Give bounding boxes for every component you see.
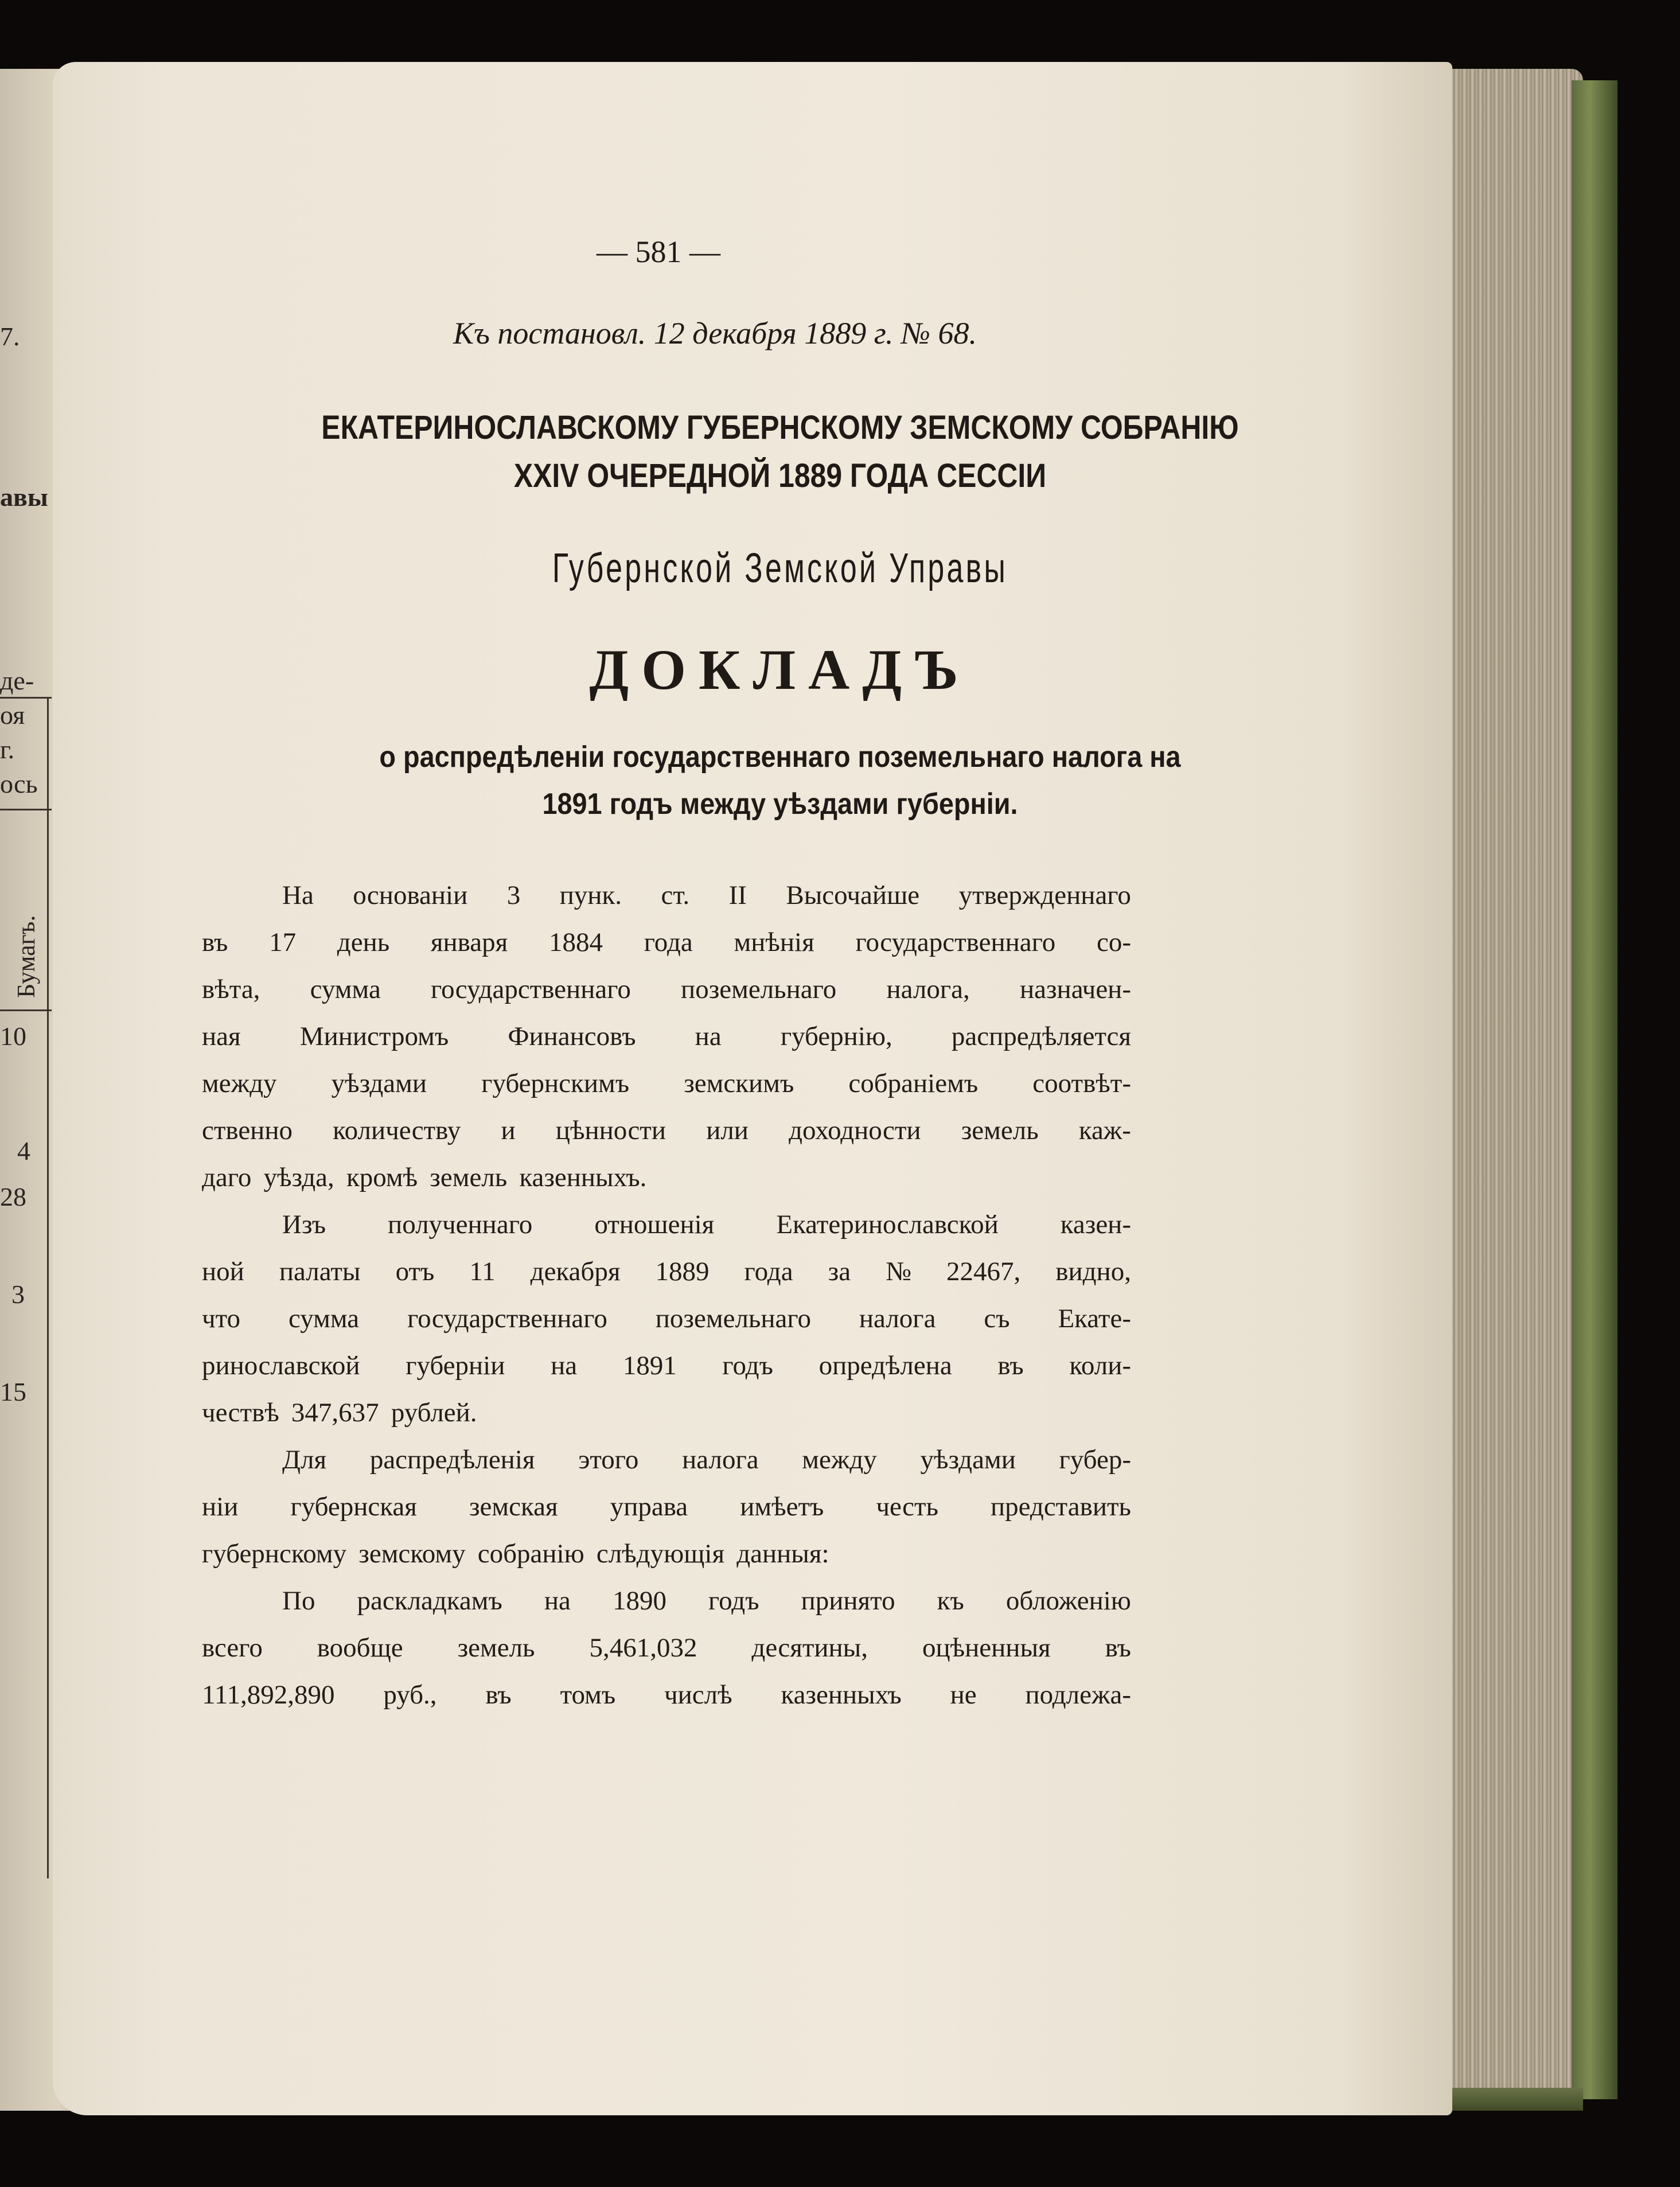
word: 3	[506, 880, 521, 910]
text-line	[202, 1060, 1131, 1107]
text-line	[202, 1248, 1131, 1295]
word: земель	[430, 1163, 508, 1192]
word: ственно	[202, 1116, 293, 1145]
left-page-number: 4	[17, 1136, 30, 1165]
word: пунк.	[559, 880, 622, 910]
word: доходности	[789, 1116, 921, 1145]
word: Екатеринославской	[776, 1210, 999, 1239]
word: томъ	[560, 1680, 616, 1710]
word: кромѣ	[346, 1163, 418, 1192]
word: губер-	[1059, 1445, 1131, 1475]
word: декабря	[530, 1257, 621, 1287]
word: что	[202, 1304, 241, 1334]
word: числѣ	[664, 1680, 732, 1710]
addressee-heading: ЕКАТЕРИНОСЛАВСКОМУ ГУБЕРНСКОМУ ЗЕМСКОМУ СОБРАНІЮ	[321, 409, 1239, 446]
word: отношенія	[594, 1210, 715, 1239]
word: имѣетъ	[740, 1492, 824, 1522]
word: въ	[1105, 1633, 1131, 1663]
word: Изъ	[282, 1210, 326, 1239]
text-line	[202, 1389, 1131, 1436]
left-page-fragment: авы	[0, 482, 48, 512]
text-line	[202, 1013, 1131, 1060]
word: распредѣляется	[951, 1022, 1131, 1051]
word: уѣздами	[920, 1445, 1016, 1475]
word: II	[728, 880, 747, 910]
word: Министромъ	[299, 1022, 449, 1051]
left-page-number: 10	[0, 1022, 26, 1051]
word: казенныхъ.	[519, 1163, 647, 1192]
word: руб.,	[383, 1680, 437, 1710]
left-page-number: 3	[11, 1280, 25, 1309]
text-line	[202, 1107, 1131, 1154]
word: количеству	[333, 1116, 461, 1145]
table-rule	[47, 697, 49, 1878]
word: губернскимъ	[481, 1069, 630, 1098]
word: государственнаго	[407, 1304, 607, 1334]
left-page-number: 15	[0, 1377, 26, 1406]
word: рублей.	[391, 1398, 477, 1428]
word: января	[430, 927, 508, 957]
text-line	[202, 1671, 1131, 1718]
word: назначен-	[1019, 974, 1131, 1004]
word: земскимъ	[684, 1069, 794, 1098]
word: налога,	[886, 974, 970, 1004]
word: губерніи	[406, 1351, 505, 1381]
word: коли-	[1069, 1351, 1131, 1381]
left-page-rotated-label: Бумагъ.	[12, 915, 40, 998]
word: ной	[202, 1257, 244, 1287]
page-number: — 581 —	[597, 235, 720, 269]
page-block-edges	[1445, 69, 1583, 2111]
word: налога	[859, 1304, 936, 1334]
word: утвержденнаго	[958, 880, 1131, 910]
word: ринославской	[202, 1351, 360, 1381]
word: къ	[937, 1586, 964, 1616]
table-rule	[0, 1009, 52, 1011]
word: поземельнаго	[655, 1304, 811, 1334]
resolution-reference: Къ постановл. 12 декабря 1889 г. № 68.	[453, 316, 977, 350]
word: казен-	[1060, 1210, 1131, 1239]
word: 5,461,032	[589, 1633, 697, 1663]
table-rule	[0, 809, 52, 810]
word: вообще	[317, 1633, 403, 1663]
word: отъ	[395, 1257, 435, 1287]
word: распредѣленія	[369, 1445, 535, 1475]
word: Финансовъ	[508, 1022, 636, 1051]
report-body	[202, 872, 1131, 1718]
book-cover-edge	[1572, 80, 1617, 2099]
word: или	[706, 1116, 749, 1145]
word: обложенію	[1005, 1586, 1131, 1616]
left-page-fragment: г.	[0, 735, 15, 764]
word: собранію	[477, 1539, 584, 1569]
word: между	[802, 1445, 877, 1475]
word: въ	[202, 927, 228, 957]
word: даго	[202, 1163, 252, 1192]
word: №	[886, 1257, 911, 1287]
word: 347,637	[291, 1398, 379, 1428]
word: вѣта,	[202, 974, 260, 1004]
word: 1890	[612, 1586, 666, 1616]
text-line	[202, 966, 1131, 1013]
word: мнѣнія	[734, 927, 814, 957]
word: Екате-	[1058, 1304, 1131, 1334]
word: палаты	[279, 1257, 361, 1287]
word: земскому	[358, 1539, 466, 1569]
word: ст.	[661, 880, 690, 910]
text-line	[202, 1295, 1131, 1342]
word: земель	[961, 1116, 1039, 1145]
text-line	[202, 919, 1131, 966]
word: каж-	[1078, 1116, 1131, 1145]
word: цѣнности	[555, 1116, 666, 1145]
word: въ	[485, 1680, 512, 1710]
word: чествѣ	[202, 1398, 279, 1428]
text-line	[202, 1342, 1131, 1389]
word: губернская	[290, 1492, 417, 1522]
word: за	[828, 1257, 851, 1287]
word: подлежа-	[1025, 1680, 1131, 1710]
word: сумма	[288, 1304, 360, 1334]
word: губернскому	[202, 1539, 347, 1569]
word: основаніи	[353, 880, 468, 910]
table-rule	[0, 697, 52, 699]
word: 1884	[548, 927, 603, 957]
issuer-heading: Губернской Земской Управы	[552, 545, 1008, 591]
word: годъ	[708, 1586, 759, 1616]
word: года	[744, 1257, 793, 1287]
left-page-number: 28	[0, 1182, 26, 1211]
session-heading: XXIV ОЧЕРЕДНОЙ 1889 ГОДА СЕССІИ	[513, 457, 1047, 494]
word: въ	[997, 1351, 1024, 1381]
text-line	[202, 1624, 1131, 1671]
word: видно,	[1055, 1257, 1131, 1287]
subject-line: о распредѣленіи государственнаго поземельнаго налога на	[379, 740, 1181, 774]
left-page-fragment: 7.	[0, 322, 20, 351]
text-line	[202, 1436, 1131, 1483]
text-line	[202, 872, 1131, 919]
left-page-fragment: оя	[0, 700, 25, 730]
word: 17	[269, 927, 297, 957]
word: всего	[202, 1633, 263, 1663]
document-title: ДОКЛАДЪ	[589, 638, 971, 701]
word: губернію,	[780, 1022, 892, 1051]
word: 11	[469, 1257, 496, 1287]
word: земель	[457, 1633, 535, 1663]
word: уѣздами	[331, 1069, 427, 1098]
word: не	[950, 1680, 977, 1710]
word: представить	[991, 1492, 1131, 1522]
word: 111,892,890	[202, 1680, 335, 1710]
word: принято	[801, 1586, 895, 1616]
word: 1891	[622, 1351, 677, 1381]
text-line	[202, 1577, 1131, 1624]
word: 22467,	[946, 1257, 1021, 1287]
word: Высочайше	[786, 880, 920, 910]
word: годъ	[722, 1351, 773, 1381]
word: на	[544, 1586, 571, 1616]
word: налога	[682, 1445, 759, 1475]
word: По	[282, 1586, 315, 1616]
word: съ	[984, 1304, 1010, 1334]
word: государственнаго	[431, 974, 631, 1004]
word: на	[551, 1351, 578, 1381]
text-line	[202, 1483, 1131, 1530]
text-line	[202, 1201, 1131, 1248]
word: и	[501, 1116, 516, 1145]
word: Для	[282, 1445, 327, 1475]
text-line	[202, 1530, 1131, 1577]
word: На	[282, 880, 314, 910]
word: опредѣлена	[818, 1351, 952, 1381]
word: слѣдующія	[596, 1539, 725, 1569]
word: казенныхъ	[781, 1680, 902, 1710]
word: уѣзда,	[263, 1163, 334, 1192]
word: этого	[578, 1445, 639, 1475]
word: раскладкамъ	[357, 1586, 502, 1616]
word: оцѣненныя	[922, 1633, 1051, 1663]
word: управа	[610, 1492, 688, 1522]
word: честь	[876, 1492, 938, 1522]
word: данныя:	[736, 1539, 829, 1569]
word: на	[695, 1022, 722, 1051]
text-line	[202, 1154, 1131, 1201]
word: ніи	[202, 1492, 239, 1522]
word: 1889	[655, 1257, 710, 1287]
left-page-fragment: де-	[0, 666, 34, 695]
word: соотвѣт-	[1032, 1069, 1131, 1098]
word: полученнаго	[388, 1210, 533, 1239]
word: со-	[1096, 927, 1131, 957]
word: государственнаго	[855, 927, 1056, 957]
word: ная	[202, 1022, 241, 1051]
word: поземельнаго	[681, 974, 837, 1004]
word: года	[644, 927, 693, 957]
word: сумма	[310, 974, 381, 1004]
word: день	[337, 927, 390, 957]
word: земская	[469, 1492, 558, 1522]
word: десятины,	[751, 1633, 868, 1663]
word: между	[202, 1069, 277, 1098]
word: собраніемъ	[848, 1069, 979, 1098]
left-page-fragment: ось	[0, 769, 38, 798]
subject-line: 1891 годъ между уѣздами губерніи.	[542, 788, 1018, 821]
